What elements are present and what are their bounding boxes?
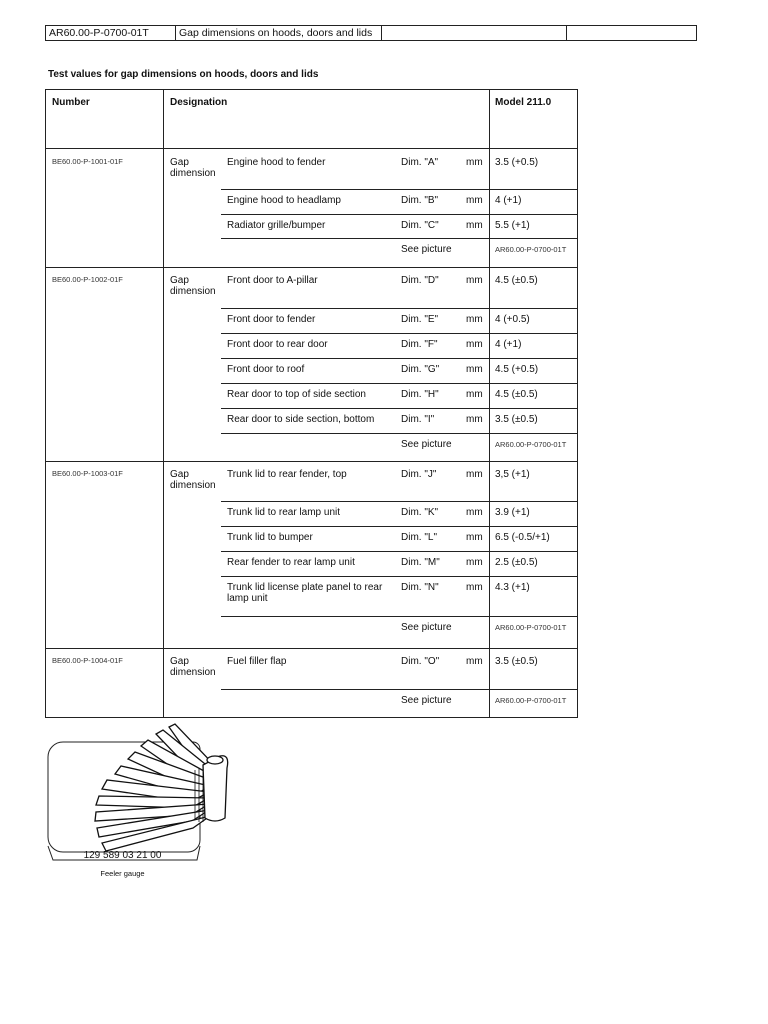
column-header-designation: Designation — [170, 97, 228, 108]
row-dimension: Dim. "C" — [401, 220, 439, 231]
reference-id: AR60.00-P-0700-01T — [495, 245, 567, 254]
row-dimension: Dim. "M" — [401, 557, 440, 568]
row-number: BE60.00-P-1004-01F — [52, 656, 123, 665]
table-rule — [221, 333, 577, 334]
table-rule — [46, 267, 577, 268]
see-picture-label: See picture — [401, 244, 452, 255]
row-item: Rear fender to rear lamp unit — [227, 557, 355, 568]
row-dimension: Dim. "L" — [401, 532, 437, 543]
table-rule — [221, 616, 577, 617]
row-unit: mm — [466, 414, 483, 425]
reference-id: AR60.00-P-0700-01T — [495, 623, 567, 632]
row-value: 3.9 (+1) — [495, 507, 530, 518]
part-number: 129 589 03 21 00 — [83, 850, 162, 861]
row-number: BE60.00-P-1001-01F — [52, 157, 123, 166]
row-unit: mm — [466, 656, 483, 667]
row-unit: mm — [466, 195, 483, 206]
table-rule — [221, 408, 577, 409]
row-unit: mm — [466, 557, 483, 568]
see-picture-label: See picture — [401, 622, 452, 633]
doc-title: Gap dimensions on hoods, doors and lids — [176, 26, 382, 41]
table-rule — [221, 214, 577, 215]
row-dimension: Dim. "J" — [401, 469, 437, 480]
row-unit: mm — [466, 507, 483, 518]
row-value: 3.5 (±0.5) — [495, 656, 538, 667]
row-value: 4 (+0.5) — [495, 314, 530, 325]
row-item: Front door to roof — [227, 364, 305, 375]
row-value: 4 (+1) — [495, 339, 522, 350]
row-item: Rear door to side section, bottom — [227, 414, 375, 425]
row-unit: mm — [466, 220, 483, 231]
row-value: 3.5 (+0.5) — [495, 157, 539, 168]
row-item: Trunk lid to rear lamp unit — [227, 507, 341, 518]
row-item: Front door to fender — [227, 314, 316, 325]
header-cell-4 — [567, 26, 697, 41]
row-unit: mm — [466, 314, 483, 325]
table-rule — [221, 238, 577, 239]
table-rule — [221, 433, 577, 434]
row-designation: Gap dimension — [170, 469, 216, 491]
row-value: 4.5 (±0.5) — [495, 275, 538, 286]
row-item: Front door to A-pillar — [227, 275, 318, 286]
row-value: 4.5 (±0.5) — [495, 389, 538, 400]
row-dimension: Dim. "G" — [401, 364, 440, 375]
row-value: 6.5 (-0.5/+1) — [495, 532, 550, 543]
row-dimension: Dim. "O" — [401, 656, 440, 667]
table-rule — [221, 576, 577, 577]
row-item: Engine hood to headlamp — [227, 195, 341, 206]
row-number: BE60.00-P-1003-01F — [52, 469, 123, 478]
row-value: 3,5 (+1) — [495, 469, 530, 480]
test-values-table — [45, 89, 578, 718]
reference-id: AR60.00-P-0700-01T — [495, 440, 567, 449]
row-designation: Gap dimension — [170, 275, 216, 297]
document-header — [45, 25, 697, 41]
row-dimension: Dim. "B" — [401, 195, 439, 206]
row-dimension: Dim. "H" — [401, 389, 439, 400]
table-rule — [46, 461, 577, 462]
row-dimension: Dim. "I" — [401, 414, 435, 425]
row-designation: Gap dimension — [170, 157, 216, 179]
row-value: 2.5 (±0.5) — [495, 557, 538, 568]
row-dimension: Dim. "N" — [401, 582, 439, 593]
column-header-number: Number — [52, 97, 90, 108]
row-unit: mm — [466, 157, 483, 168]
column-header-model: Model 211.0 — [495, 97, 552, 108]
row-number: BE60.00-P-1002-01F — [52, 275, 123, 284]
row-dimension: Dim. "D" — [401, 275, 439, 286]
row-item: Trunk lid to rear fender, top — [227, 469, 347, 480]
row-item: Radiator grille/bumper — [227, 220, 326, 231]
row-unit: mm — [466, 389, 483, 400]
row-unit: mm — [466, 364, 483, 375]
table-rule — [221, 383, 577, 384]
row-value: 3.5 (±0.5) — [495, 414, 538, 425]
row-value: 5.5 (+1) — [495, 220, 530, 231]
row-value: 4.5 (+0.5) — [495, 364, 539, 375]
row-dimension: Dim. "F" — [401, 339, 438, 350]
table-rule — [46, 648, 577, 649]
row-item: Engine hood to fender — [227, 157, 326, 168]
page-title: Test values for gap dimensions on hoods, doors and lids — [48, 69, 319, 80]
table-rule — [221, 308, 577, 309]
row-value: 4.3 (+1) — [495, 582, 530, 593]
row-dimension: Dim. "K" — [401, 507, 439, 518]
table-rule — [221, 526, 577, 527]
row-value: 4 (+1) — [495, 195, 522, 206]
row-designation: Gap dimension — [170, 656, 216, 678]
row-dimension: Dim. "E" — [401, 314, 439, 325]
figure-caption: Feeler gauge — [100, 869, 145, 878]
row-item: Fuel filler flap — [227, 656, 287, 667]
table-rule — [489, 90, 490, 717]
table-rule — [221, 358, 577, 359]
table-rule — [221, 551, 577, 552]
header-cell-3 — [382, 26, 567, 41]
row-dimension: Dim. "A" — [401, 157, 439, 168]
table-rule — [221, 501, 577, 502]
doc-id: AR60.00-P-0700-01T — [46, 26, 176, 41]
row-item: Front door to rear door — [227, 339, 328, 350]
row-item: Trunk lid license plate panel to rear lamp unit — [227, 582, 383, 604]
table-rule — [221, 689, 577, 690]
row-unit: mm — [466, 469, 483, 480]
reference-id: AR60.00-P-0700-01T — [495, 696, 567, 705]
row-unit: mm — [466, 275, 483, 286]
row-unit: mm — [466, 582, 483, 593]
row-unit: mm — [466, 339, 483, 350]
see-picture-label: See picture — [401, 695, 452, 706]
feeler-gauge-figure — [45, 720, 245, 890]
row-item: Rear door to top of side section — [227, 389, 366, 400]
table-rule — [221, 189, 577, 190]
row-unit: mm — [466, 532, 483, 543]
row-item: Trunk lid to bumper — [227, 532, 313, 543]
table-rule — [163, 90, 164, 717]
see-picture-label: See picture — [401, 439, 452, 450]
